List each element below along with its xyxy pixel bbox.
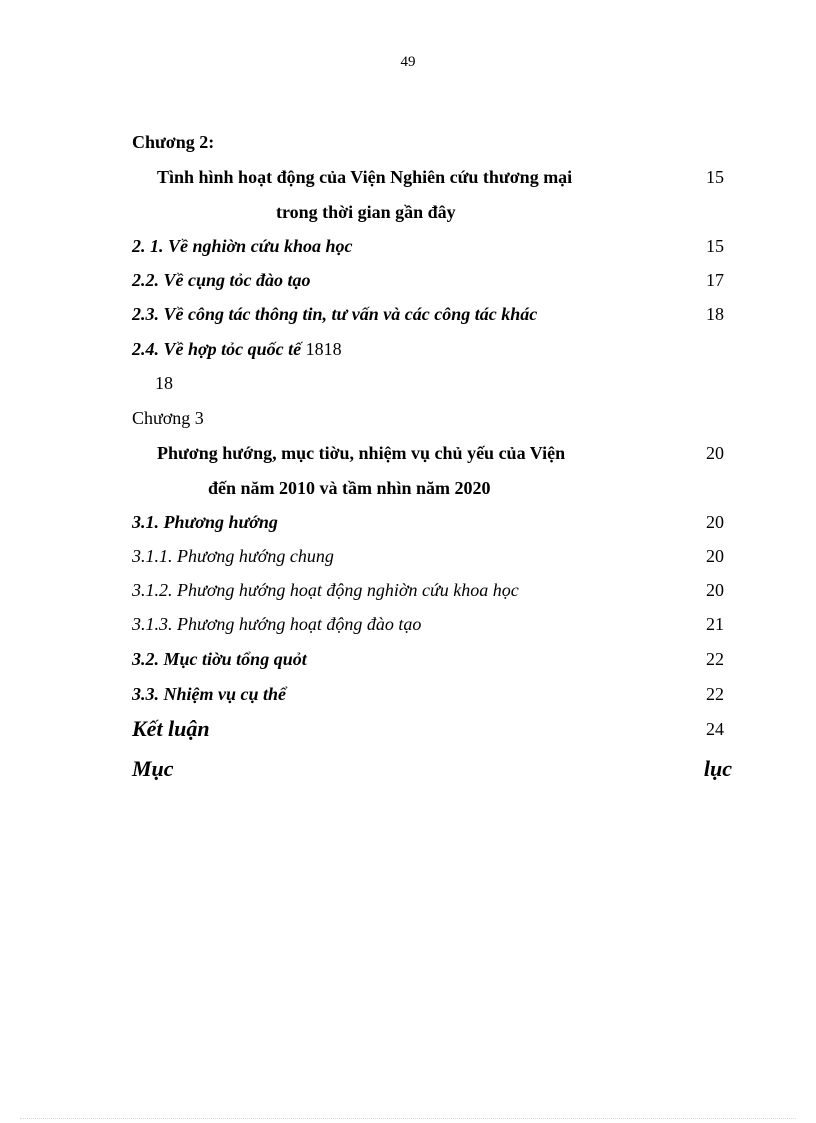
chapter2-title-line1: Tình hình hoạt động của Viện Nghiên cứu thương mại [157,167,573,187]
toc-entry-2-4 [132,338,342,360]
toc-entry-3-3: 3.3. Nhiệm vụ cụ thể [132,684,287,704]
toc-page-2-2: 17 [706,270,724,290]
page-number: 49 [400,54,416,70]
toc-page-3-3: 22 [706,684,724,704]
toc-entry-3-2: 3.2. Mục tiờu tổng quỏt [132,649,307,669]
toc-page-2-1: 15 [706,236,724,256]
toc-entry-3-1-1: 3.1.1. Phương hướng chung [132,546,334,566]
footer-divider [20,1118,796,1119]
chapter3-title-line2: đến năm 2010 và tầm nhìn năm 2020 [208,478,491,498]
muc-luc-left: Mục [132,756,174,781]
toc-page-conclusion: 24 [706,719,724,739]
chapter3-heading: Chương 3 [132,408,204,428]
chapter3-title-line1: Phương hướng, mục tiờu, nhiệm vụ chủ yếu của Viện [157,443,566,463]
toc-entry-3-1: 3.1. Phương hướng [132,512,278,532]
toc-entry-2-1: 2. 1. Về nghiờn cứu khoa học [132,236,353,256]
toc-entry-3-1-3: 3.1.3. Phương hướng hoạt động đào tạo [132,614,422,634]
chapter2-title-page: 15 [706,167,724,187]
toc-page-2-3: 18 [706,304,724,324]
toc-entry-2-4-inline-number: 1818 [305,339,342,359]
chapter2-heading: Chương 2: [132,132,215,152]
chapter2-title-line2: trong thời gian gần đây [276,202,456,222]
chapter3-title-page: 20 [706,443,724,463]
toc-page-3-2: 22 [706,649,724,669]
toc-page-3-1-1: 20 [706,546,724,566]
toc-entry-2-2: 2.2. Về cụng tỏc đào tạo [132,270,311,290]
toc-page-3-1-3: 21 [706,614,724,634]
toc-page-3-1-2: 20 [706,580,724,600]
toc-entry-conclusion: Kết luận [132,716,210,741]
toc-entry-2-4-label: 2.4. Về hợp tỏc quốc tế [132,339,302,359]
toc-entry-2-3: 2.3. Về công tác thông tin, tư vấn và các công tác khác [132,304,538,324]
toc-page-2-4: 18 [155,373,173,393]
muc-luc-right: lục [703,756,732,781]
toc-entry-3-1-2: 3.1.2. Phương hướng hoạt động nghiờn cứu khoa học [132,580,519,600]
toc-page-3-1: 20 [706,512,724,532]
